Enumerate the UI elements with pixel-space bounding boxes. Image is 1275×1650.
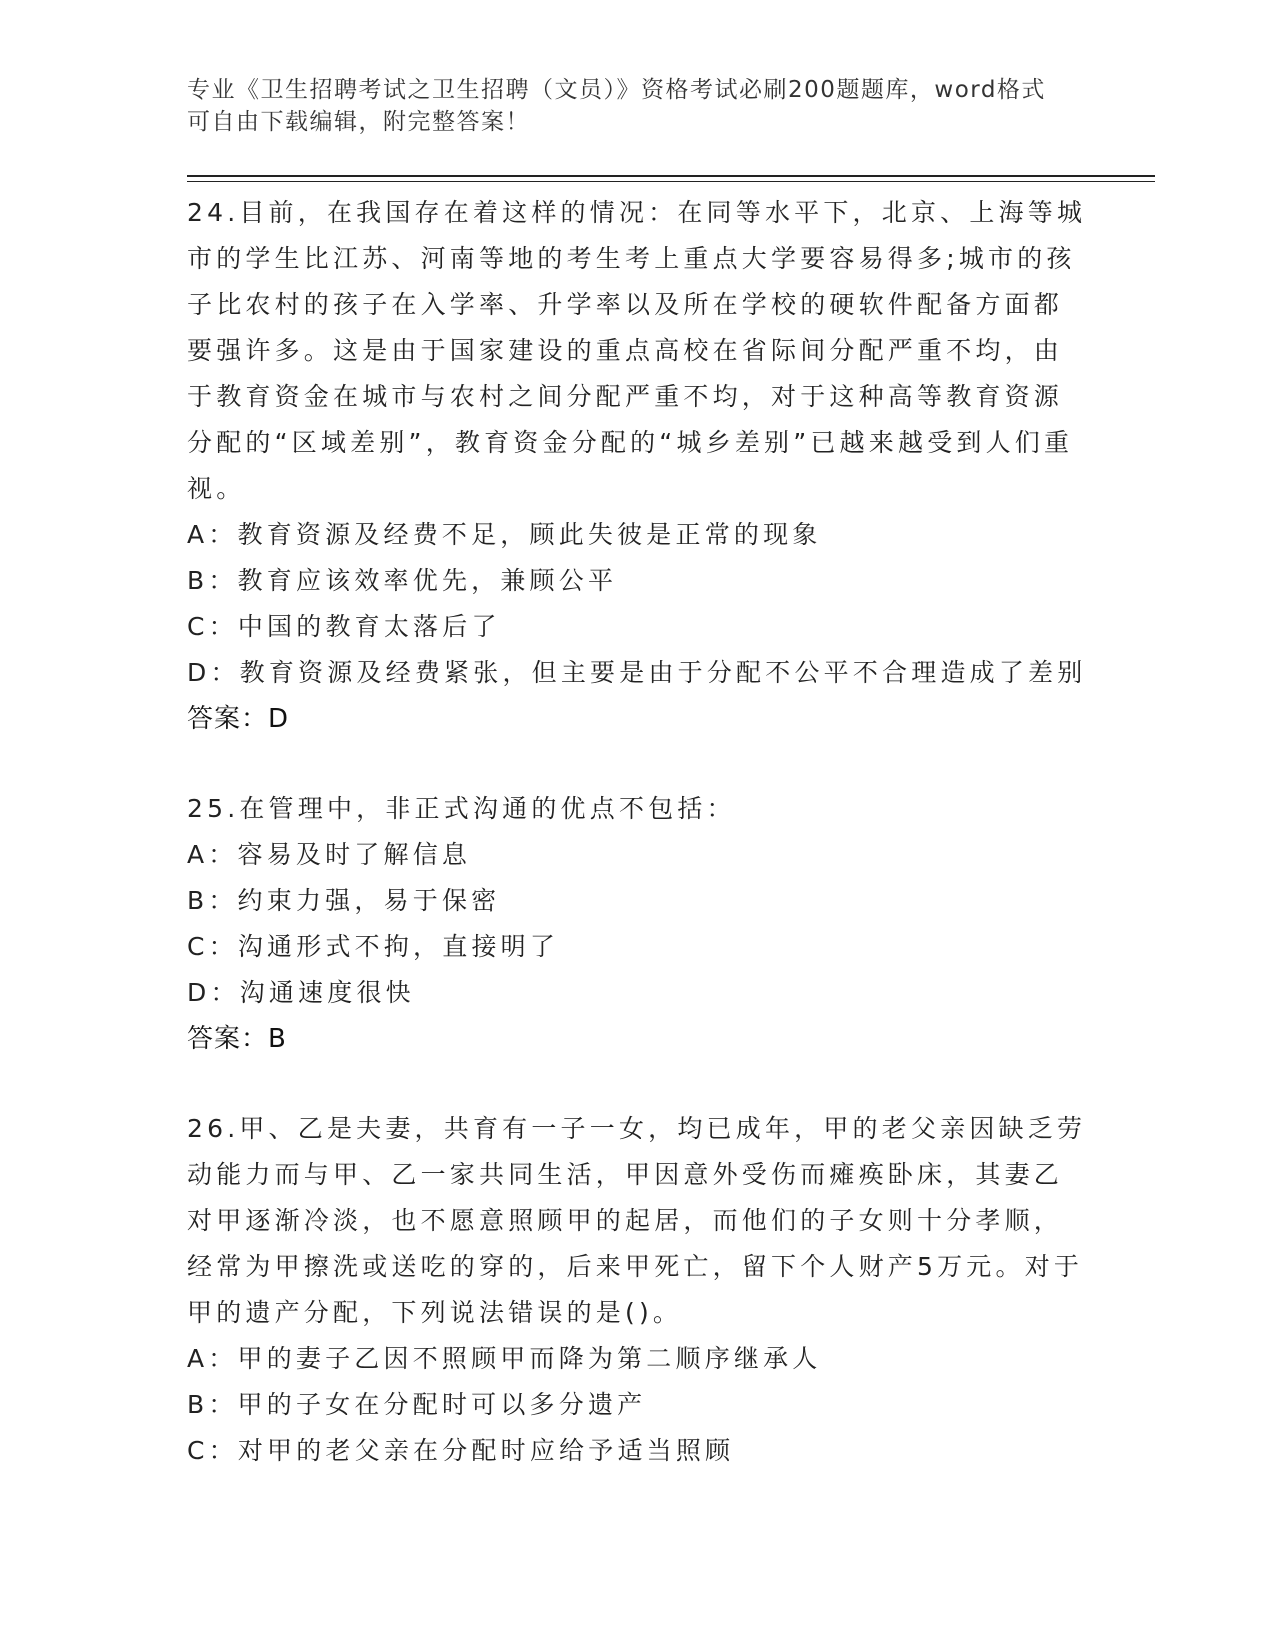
option-d: D：教育资源及经费紧张，但主要是由于分配不公平不合理造成了差别 <box>187 658 1087 687</box>
option-a: A：甲的妻子乙因不照顾甲而降为第二顺序继承人 <box>187 1344 822 1373</box>
option-b: B：甲的子女在分配时可以多分遗产 <box>187 1390 647 1419</box>
question-spacer <box>187 742 1087 786</box>
option-a: A：容易及时了解信息 <box>187 840 472 869</box>
option-a: A：教育资源及经费不足，顾此失彼是正常的现象 <box>187 520 822 549</box>
answer: 答案：B <box>187 1024 287 1054</box>
option-b: B：约束力强，易于保密 <box>187 886 501 915</box>
document-header <box>187 74 1087 138</box>
question-25 <box>187 786 1087 1062</box>
header-rule-thick <box>187 175 1155 177</box>
question-text: 25.在管理中，非正式沟通的优点不包括： <box>187 794 736 823</box>
question-26 <box>187 1106 1087 1474</box>
question-text: 26.甲、乙是夫妻，共育有一子一女，均已成年，甲的老父亲因缺乏劳动能力而与甲、乙一家共同生活，甲因意外受伤而瘫痪卧床，其妻乙对甲逐渐冷淡，也不愿意照顾甲的起居，而他们的子女则十分孝顺，经常为甲擦洗或送吃的穿的，后来甲死亡，留下个人财产5万元。对于甲的遗产分配，下列说法错误的是()。 <box>187 1114 1087 1327</box>
option-c: C：沟通形式不拘，直接明了 <box>187 932 560 961</box>
option-c: C：中国的教育太落后了 <box>187 612 501 641</box>
header-line-2: 可自由下载编辑，附完整答案！ <box>187 109 530 135</box>
question-24 <box>187 190 1087 742</box>
question-text: 24.目前，在我国存在着这样的情况：在同等水平下，北京、上海等城市的学生比江苏、河南等地的考生考上重点大学要容易得多;城市的孩子比农村的孩子在入学率、升学率以及所在学校的硬软件配备方面都要强许多。这是由于国家建设的重点高校在省际间分配严重不均，由于教育资金在城市与农村之间分配严重不均，对于这种高等教育资源分配的“区域差别”，教育资金分配的“城乡差别”已越来越受到人们重视。 <box>187 198 1087 503</box>
answer: 答案：D <box>187 704 290 734</box>
option-b: B：教育应该效率优先，兼顾公平 <box>187 566 618 595</box>
question-list <box>187 190 1087 1474</box>
option-d: D：沟通速度很快 <box>187 978 415 1007</box>
question-spacer <box>187 1062 1087 1106</box>
header-rule-thin <box>187 181 1155 182</box>
option-c: C：对甲的老父亲在分配时应给予适当照顾 <box>187 1436 735 1465</box>
header-line-1: 专业《卫生招聘考试之卫生招聘（文员）》资格考试必刷200题题库，word格式 <box>187 77 1046 103</box>
